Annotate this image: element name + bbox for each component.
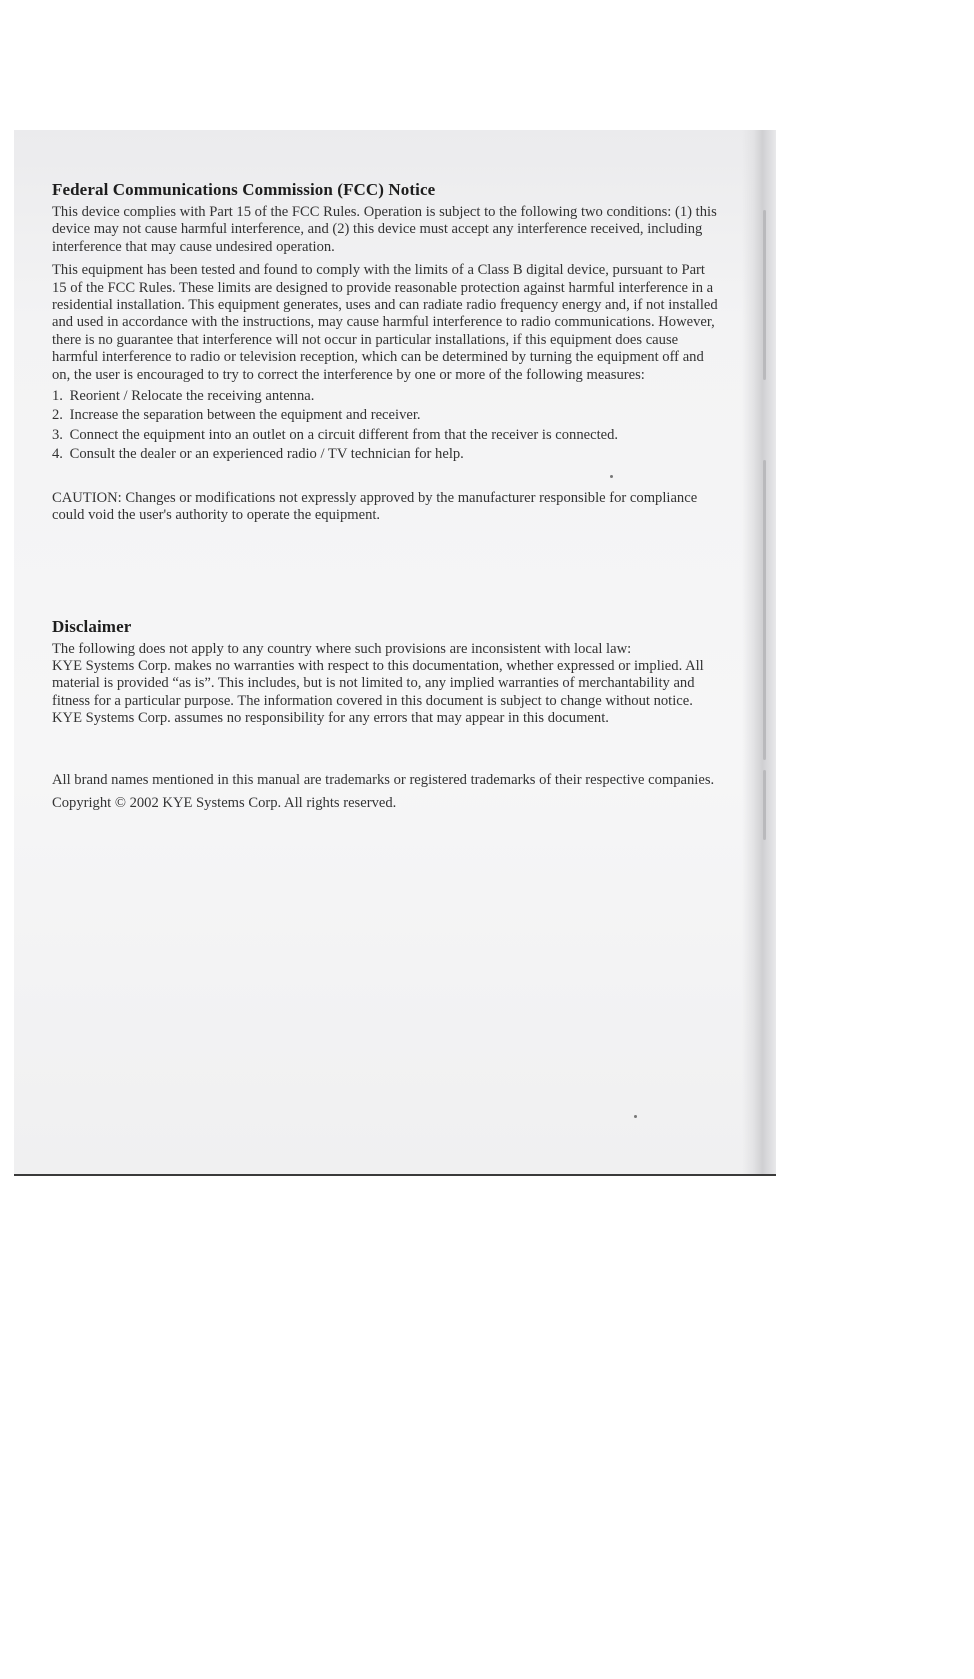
list-item-number: 2.	[52, 407, 63, 424]
edge-crease	[763, 770, 766, 840]
trademarks-notice: All brand names mentioned in this manual are trademarks or registered trademarks of their respective companies.	[52, 771, 715, 788]
list-item-number: 4.	[52, 446, 63, 463]
edge-crease	[763, 460, 766, 760]
fcc-notice-section	[52, 180, 720, 525]
fcc-paragraph-class-b: This equipment has been tested and found to comply with the limits of a Class B digital device, pursuant to Part 15 of the FCC Rules. These limits are designed to provide reasonable protection against harmful interference in a residential installation. This equipment generates, uses and can radiate radio frequency energy and, if not installed and used in accordance with the instructions, may cause harmful interference to radio communications. However, there is no guarantee that interference will not occur in particular installations, if this equipment does cause harmful interference to radio or television reception, which can be determined by turning the equipment off and on, the user is encouraged to try to correct the interference by one or more of the following measures:	[52, 262, 718, 383]
fcc-paragraph-conditions: This device complies with Part 15 of the FCC Rules. Operation is subject to the following two conditions: (1) this device may not cause harmful interference, and (2) this device must accept any interference received, including interference that may cause undesired operation.	[52, 204, 717, 255]
list-item-text: Increase the separation between the equipment and receiver.	[69, 407, 421, 424]
list-item-text: Connect the equipment into an outlet on a circuit different from that the receiver is connected.	[69, 426, 619, 443]
page-edge-shadow	[742, 130, 776, 1174]
disclaimer-paragraph-scope: The following does not apply to any country where such provisions are inconsistent with local law:	[52, 640, 632, 657]
list-item	[52, 427, 720, 444]
fcc-heading: Federal Communications Commission (FCC) Notice	[52, 180, 436, 199]
list-item-number: 3.	[52, 426, 63, 443]
disclaimer-section	[52, 617, 720, 728]
list-item	[52, 388, 720, 405]
measures-list	[52, 388, 720, 464]
document-content	[52, 180, 720, 818]
list-item-number: 1.	[52, 388, 63, 405]
copyright-notice: Copyright © 2002 KYE Systems Corp. All rights reserved.	[52, 794, 397, 811]
list-item	[52, 446, 720, 463]
disclaimer-paragraph-warranty: KYE Systems Corp. makes no warranties with respect to this documentation, whether expressed or implied. All material is provided “as is”. This includes, but is not limited to, any implied warranties of merchantability and fitness for a particular purpose. The information covered in this document is subject to change without notice. KYE Systems Corp. assumes no responsibility for any errors that may appear in this document.	[52, 657, 704, 727]
disclaimer-heading: Disclaimer	[52, 616, 132, 636]
list-item-text: Consult the dealer or an experienced radio / TV technician for help.	[69, 446, 464, 463]
footer-section	[52, 772, 720, 813]
edge-crease	[763, 210, 766, 380]
scan-speck	[634, 1115, 637, 1118]
caution-paragraph: CAUTION: Changes or modifications not expressly approved by the manufacturer responsible for compliance could void the user's authority to operate the equipment.	[52, 489, 698, 524]
list-item	[52, 407, 720, 424]
list-item-text: Reorient / Relocate the receiving antenna.	[69, 388, 315, 405]
